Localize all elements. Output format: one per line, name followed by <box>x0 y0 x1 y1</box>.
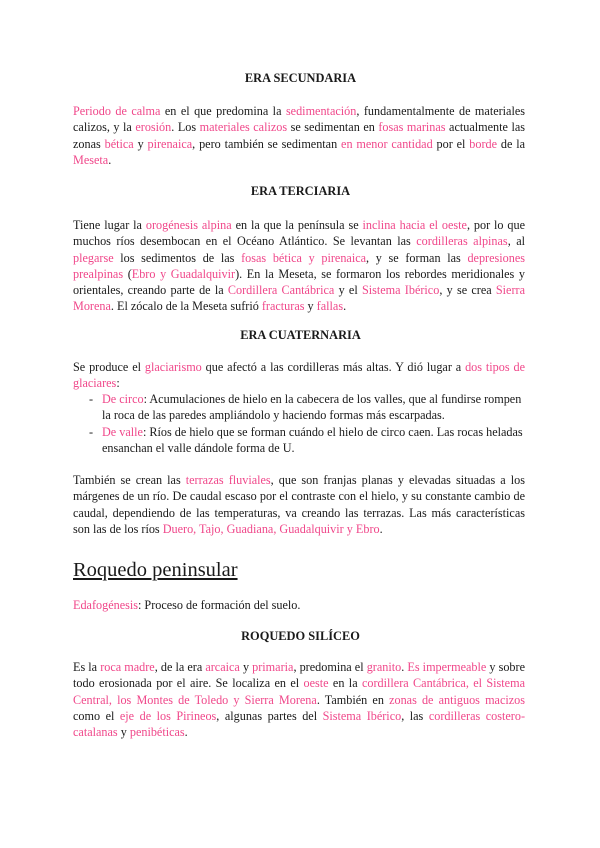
text-run: También se crean las <box>73 473 186 487</box>
highlighted-term: plegarse <box>73 250 114 265</box>
highlighted-term: depresiones prealpinas <box>73 250 525 281</box>
text-run: en el que predomina la <box>160 104 286 118</box>
definition-edafogenesis <box>73 597 525 613</box>
highlighted-term: Ebro y Guadalquivir <box>131 266 236 281</box>
highlighted-term: penibéticas <box>129 725 185 740</box>
highlighted-term: borde <box>469 136 498 151</box>
highlighted-term: Sistema Ibérico <box>361 283 440 298</box>
highlighted-term: cordilleras costero-catalanas <box>73 708 526 740</box>
text-run: ). En la Meseta, se formaron los rebordes meridionales y orientales, creando parte de la <box>73 266 526 298</box>
highlighted-term: fracturas <box>261 299 305 314</box>
text-run: , y se crea <box>439 283 496 298</box>
highlighted-term: roca madre <box>100 660 155 674</box>
text-run: por el <box>432 136 470 151</box>
highlighted-term: Sierra Morena <box>73 283 525 314</box>
highlighted-term: en menor cantidad <box>341 136 433 151</box>
text-run: y <box>304 299 317 314</box>
text-run: . <box>343 299 347 314</box>
list-dash: - <box>89 424 94 439</box>
text-run: Es la <box>73 660 101 674</box>
highlighted-term: terrazas fluviales <box>185 473 271 487</box>
text-run: y <box>117 725 130 740</box>
text-run: : <box>116 376 120 391</box>
text-run: , fundamentalmente de materiales calizos, y la <box>73 104 526 135</box>
heading-roquedo-siliceo: ROQUEDO SILÍCEO <box>241 629 360 643</box>
text-run: , al <box>507 234 525 249</box>
text-run: . El zócalo de la Meseta sufrió <box>110 299 262 314</box>
list-item-de-circo <box>73 391 525 424</box>
highlighted-term: Periodo de calma <box>73 104 161 118</box>
text-run: , por lo que muchos ríos desembocan en el Océano Atlántico. Se levantan las <box>73 218 526 249</box>
text-run: y sobre todo erosionada por el aire. Se localiza en el <box>73 660 525 691</box>
text-run: , algunas partes del <box>216 708 323 723</box>
text-run: como el <box>73 708 120 723</box>
highlighted-term: erosión <box>135 120 172 135</box>
text-run: de la <box>497 136 526 151</box>
text-run: , de la era <box>154 660 206 674</box>
text-run: , y se forman las <box>366 250 468 265</box>
text-run: y <box>133 136 148 151</box>
highlighted-term: zonas de antiguos macizos <box>389 692 525 707</box>
highlighted-term: De valle <box>102 424 143 439</box>
highlighted-term: fosas bética y pirenaica <box>241 250 367 265</box>
highlighted-term: primaria <box>252 660 294 674</box>
text-run: : Proceso de formación del suelo. <box>137 598 301 612</box>
heading-era-terciaria: ERA TERCIARIA <box>250 184 351 198</box>
text-run: , que son franjas planas y elevadas situadas a los márgenes de un río. De caudal escaso por el contraste con el hielo, y su constante cambio de caudal, dependiendo de las temperaturas, va creando las terrazas. Las más características son las de los ríos <box>73 473 525 536</box>
highlighted-term: Edafogénesis <box>73 598 138 612</box>
list-dash: - <box>89 392 94 406</box>
paragraph-era-secundaria <box>73 103 525 168</box>
highlighted-term: inclina hacia el oeste <box>362 218 467 232</box>
highlighted-term: orogénesis alpina <box>145 218 232 232</box>
highlighted-term: Es impermeable <box>407 660 487 674</box>
text-run: : Ríos de hielo que se forman cuándo el hielo de circo caen. Las rocas heladas ensanchan el valle dándole forma de U. <box>102 424 523 455</box>
text-run: , pero también se sedimentan <box>192 136 342 151</box>
highlighted-term: pirenaica <box>147 136 193 151</box>
highlighted-term: arcaica <box>205 660 240 674</box>
text-run: en la <box>328 676 362 691</box>
highlighted-term: Duero, Tajo, Guadiana, Guadalquivir y Ebro <box>162 521 380 536</box>
paragraph-roquedo-siliceo <box>73 659 525 740</box>
highlighted-term: dos tipos de glaciares <box>73 360 525 391</box>
text-run: y <box>239 660 253 674</box>
text-run: : Acumulaciones de hielo en la cabecera de los valles, que al fundirse rompen la roca de las paredes ampliándolo y haciendo formas más escarpadas. <box>102 392 522 423</box>
text-run: Tiene lugar la <box>73 218 146 232</box>
paragraph-cuaternaria-terrazas <box>73 472 525 537</box>
highlighted-term: cordillera Cantábrica, el Sistema Central, los Montes de Toledo y Sierra Morena <box>73 676 525 707</box>
highlighted-term: Sistema Ibérico <box>322 708 402 723</box>
highlighted-term: bética <box>104 136 134 151</box>
list-item-de-valle <box>73 424 525 457</box>
highlighted-term: cordilleras alpinas <box>416 234 508 249</box>
heading-era-cuaternaria: ERA CUATERNARIA <box>240 328 361 342</box>
heading-era-secundaria: ERA SECUNDARIA <box>244 71 357 85</box>
text-run: , predomina el <box>293 660 367 674</box>
text-run: , las <box>401 708 429 723</box>
highlighted-term: eje de los Pirineos <box>119 708 217 723</box>
paragraph-era-terciaria <box>73 217 525 315</box>
section-title-roquedo-peninsular: Roquedo peninsular <box>73 559 238 581</box>
highlighted-term: granito <box>366 660 402 674</box>
highlighted-term: De circo <box>102 392 144 406</box>
highlighted-term: materiales calizos <box>199 120 288 135</box>
glacier-types-list <box>73 391 525 456</box>
text-run: Se produce el <box>73 360 145 374</box>
text-run: actualmente las zonas <box>73 120 525 151</box>
highlighted-term: sedimentación <box>285 104 357 118</box>
text-run: . También en <box>316 692 390 707</box>
text-run: . <box>379 521 383 536</box>
highlighted-term: oeste <box>303 676 329 691</box>
text-run: . <box>401 660 408 674</box>
highlighted-term: fallas <box>316 299 344 314</box>
text-run: en la que la península se <box>231 218 363 232</box>
highlighted-term: fosas marinas <box>378 120 446 135</box>
text-run: los sedimentos de las <box>113 250 242 265</box>
text-run: . Los <box>171 120 200 135</box>
text-run: . <box>184 725 188 740</box>
text-run: y el <box>334 283 362 298</box>
paragraph-cuaternaria-intro <box>73 359 525 392</box>
text-run: . <box>108 152 112 167</box>
highlighted-term: Cordillera Cantábrica <box>227 283 335 298</box>
highlighted-term: glaciarismo <box>144 360 202 374</box>
text-run: ( <box>123 266 132 281</box>
text-run: se sedimentan en <box>287 120 379 135</box>
text-run: que afectó a las cordilleras más altas. Y dió lugar a <box>201 360 466 374</box>
highlighted-term: Meseta <box>73 152 109 167</box>
